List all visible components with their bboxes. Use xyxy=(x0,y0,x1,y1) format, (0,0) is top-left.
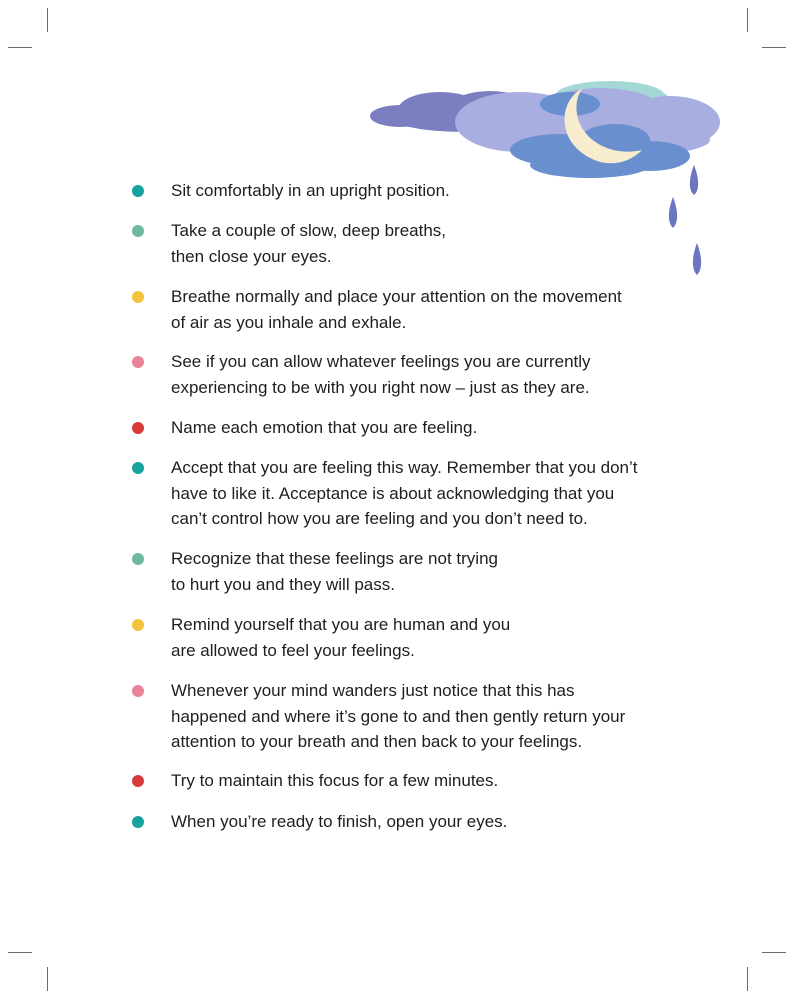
bullet-dot-icon xyxy=(132,185,144,197)
item-text: Recognize that these feelings are not trying to hurt you and they will pass. xyxy=(171,549,498,594)
item-text: Remind yourself that you are human and you are allowed to feel your feelings. xyxy=(171,615,511,660)
item-text: Sit comfortably in an upright position. xyxy=(171,181,450,200)
bullet-dot-icon xyxy=(132,356,144,368)
bullet-dot-icon xyxy=(132,225,144,237)
bullet-dot-icon xyxy=(132,816,144,828)
bullet-dot-icon xyxy=(132,553,144,565)
item-text: Accept that you are feeling this way. Remember that you don’t have to like it. Acceptance is about acknowledging that you can’t control how you are feeling and you don’t need to. xyxy=(171,458,638,528)
bullet-dot-icon xyxy=(132,462,144,474)
bullet-dot-icon xyxy=(132,685,144,697)
bullet-dot-icon xyxy=(132,619,144,631)
item-text: When you’re ready to finish, open your eyes. xyxy=(171,812,508,831)
item-text: Name each emotion that you are feeling. xyxy=(171,418,478,437)
bullet-dot-icon xyxy=(132,291,144,303)
item-text: See if you can allow whatever feelings you are currently experiencing to be with you right now – just as they are. xyxy=(171,352,591,397)
item-text: Take a couple of slow, deep breaths, then close your eyes. xyxy=(171,221,447,266)
item-text: Try to maintain this focus for a few minutes. xyxy=(171,771,499,790)
item-text: Whenever your mind wanders just notice that this has happened and where it’s gone to and then gently return your attention to your breath and then back to your feelings. xyxy=(171,681,626,751)
bullet-dot-icon xyxy=(132,775,144,787)
bullet-dot-icon xyxy=(132,422,144,434)
item-text: Breathe normally and place your attention on the movement of air as you inhale and exhale. xyxy=(171,287,622,332)
